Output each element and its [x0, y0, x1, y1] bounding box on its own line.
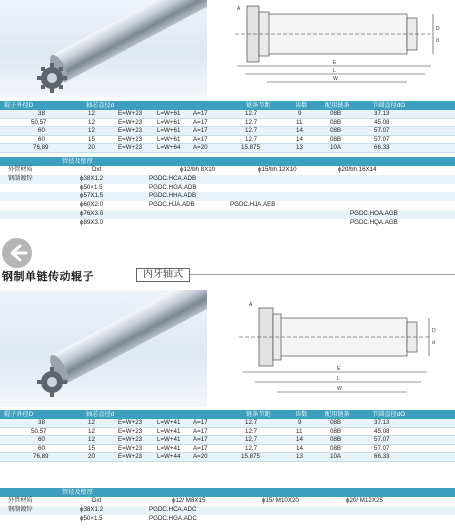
list-item: ϕ57X1.5 PGDC.HHA.ADB: [0, 192, 455, 201]
arrow-left-icon: [2, 238, 32, 268]
col-chain: 配用链条: [325, 411, 350, 418]
table-row: 60 12 E=W+23 L=W+61 A=17 12.7 14 08B 57.07: [0, 127, 455, 136]
roller-image-bottom: [0, 290, 207, 407]
spec-table-header: [0, 101, 455, 110]
material-table-header: 管径及壁厚: [0, 488, 455, 497]
drawing-label-d-upper: D: [436, 26, 440, 32]
drawing-label-w: W: [333, 76, 338, 82]
technical-drawing-top: [215, 0, 455, 97]
spec-table-bottom: [0, 410, 455, 462]
roller-image-top: [0, 0, 207, 97]
table-row: 38 12 E=W+23 L=W+41 A=17 12.7 9 08B 37.13: [0, 419, 455, 428]
material-table-bottom: [0, 488, 455, 523]
table-row: 60 15 E=W+23 L=W+41 A=17 12.7 14 08B 57.07: [0, 445, 455, 454]
drawing-label-l: L: [337, 376, 340, 382]
back-button[interactable]: [2, 238, 32, 268]
col-shaft-diameter: 轴芯直径d: [86, 102, 115, 109]
table-row: 38 12 E=W+23 L=W+61 A=17 12.7 9 08B 37.13: [0, 110, 455, 119]
section-title: 钢制单链传动辊子: [2, 271, 94, 283]
col-pitch-diameter: 节圆直径dO: [372, 411, 406, 418]
material-table-header: 管径及壁厚: [0, 157, 455, 166]
col-teeth: 齿数: [295, 411, 308, 418]
product-photo-bottom: [0, 290, 207, 407]
table-row: 50,57 12 E=W+23 L=W+41 A=17 12.7 11 08B 45.08: [0, 428, 455, 437]
list-item: ϕ76X3.0 PGDC.HOA.AGB: [0, 210, 455, 219]
table-row: 76,89 20 E=W+23 L=W+44 A=20 15.875 13 10A 66.33: [0, 453, 455, 462]
material-table-top: [0, 157, 455, 228]
col-pitch-diameter: 节圆直径dO: [372, 102, 406, 109]
spec-table-top: [0, 101, 455, 153]
drawing-label-a: A: [249, 302, 253, 308]
list-item: ϕ60X2.0 PGDC.HJA.ADB PGDC.HJA.AEB: [0, 201, 455, 210]
list-item: ϕ50×1.5 PGDC.HGA.ADC: [0, 515, 455, 524]
table-row: 50,57 12 E=W+23 L=W+61 A=17 12.7 11 08B 45.08: [0, 119, 455, 128]
drawing-label-d-upper: D: [432, 328, 436, 334]
drawing-label-e: E: [333, 60, 337, 66]
col-chain: 配用链条: [325, 102, 350, 109]
list-item: ϕ50×1.5 PGDC.HGA.ADB: [0, 184, 455, 193]
drawing-svg-top: [215, 0, 455, 97]
drawing-svg-bottom: [215, 292, 455, 404]
list-item: 钢制镀锌 ϕ38X1.2 PGDC.HCA.ADB: [0, 175, 455, 184]
table-row: 60 12 E=W+23 L=W+41 A=17 12.7 14 08B 57.07: [0, 436, 455, 445]
section-header: [0, 267, 455, 283]
col-chain-pitch: 链条节距: [246, 411, 271, 418]
list-item: 外管材质 Dxt ϕ12/ M8X15 ϕ15/ M10X20 ϕ20/ M12X25: [0, 497, 455, 506]
spec-table-header: [0, 410, 455, 419]
drawing-label-d-lower: d: [432, 340, 435, 346]
section-subtitle: 内牙轴式: [136, 268, 190, 282]
col-roller-diameter: 辊子外径D: [4, 102, 34, 109]
drawing-label-a: A: [237, 6, 241, 12]
section-divider: [190, 274, 455, 275]
list-item: ϕ89X3.0 PGDC.HQA.AGB: [0, 219, 455, 228]
drawing-label-w: W: [337, 386, 342, 392]
technical-drawing-bottom: [215, 292, 455, 404]
table-row: 76,89 20 E=W+23 L=W+64 A=20 15.875 13 10A 66.33: [0, 144, 455, 153]
table-row: 60 15 E=W+23 L=W+61 A=17 12.7 14 08B 57.07: [0, 136, 455, 145]
drawing-label-l: L: [333, 68, 336, 74]
list-item: 外管材质 Dxt ϕ12/bh 8X10 ϕ15/bh 12X10 ϕ20/bh 16X14: [0, 166, 455, 175]
col-shaft-diameter: 轴芯直径d: [86, 411, 115, 418]
drawing-label-d-lower: d: [436, 38, 439, 44]
list-item: 钢制镀锌 ϕ38X1.2 PGDC.HCA.ADC: [0, 506, 455, 515]
col-chain-pitch: 链条节距: [246, 102, 271, 109]
col-roller-diameter: 辊子外径D: [4, 411, 34, 418]
col-teeth: 齿数: [295, 102, 308, 109]
drawing-label-e: E: [337, 366, 341, 372]
product-photo-top: [0, 0, 207, 97]
